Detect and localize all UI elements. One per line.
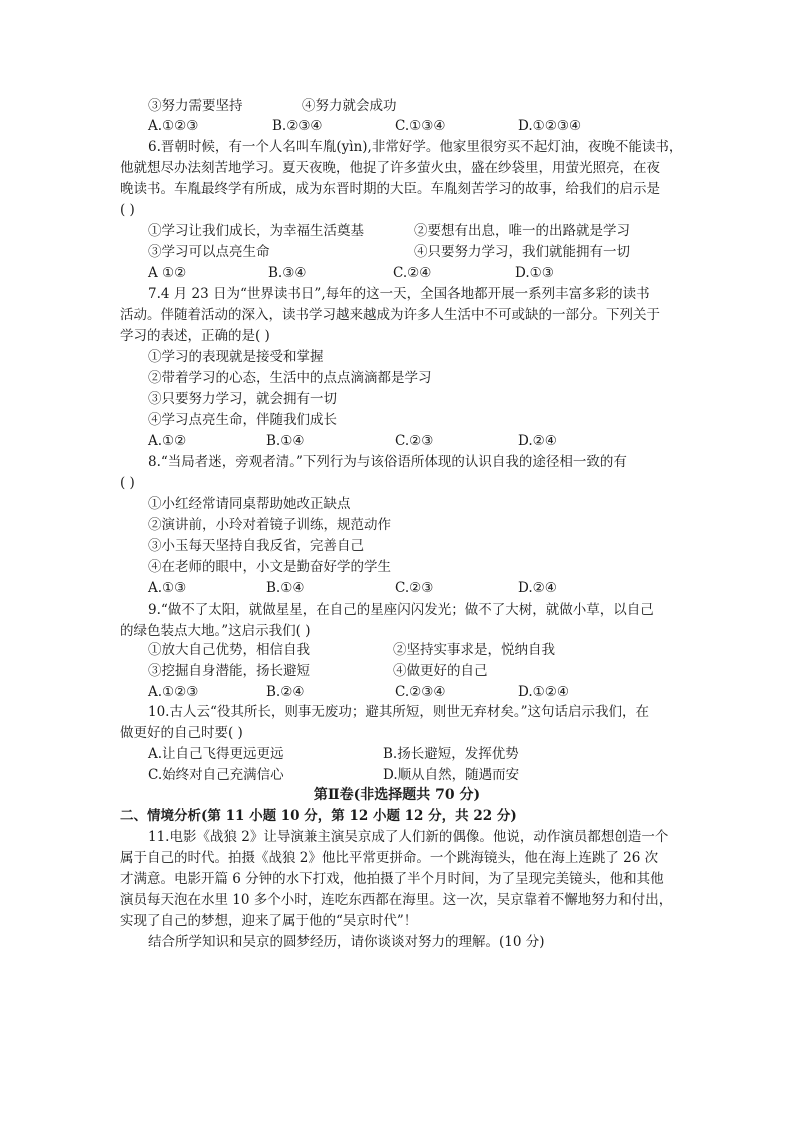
q9-answer-b: B.②④: [266, 684, 305, 700]
q6-stem-line-4: ( ): [120, 202, 135, 218]
q6-answer-b: B.③④: [268, 265, 307, 281]
q8-answer-d: D.②④: [518, 580, 557, 596]
q7-answer-a: A.①②: [148, 433, 187, 449]
q7-option-3: ③只要努力学习，就会拥有一切: [148, 391, 337, 407]
q9-answer-a: A.①②③: [148, 684, 199, 700]
q9-answer-c: C.②③④: [395, 684, 446, 700]
q6-stem-line-2: 他就想尽办法刻苦地学习。夏天夜晚，他捉了许多萤火虫，盛在纱袋里，用萤光照亮，在夜: [120, 160, 660, 176]
q5-option-4: ④努力就会成功: [302, 98, 397, 114]
q9-option-2: ②坚持实事求是，悦纳自我: [393, 642, 555, 658]
q8-option-3: ③小玉每天坚持自我反省，完善自己: [148, 538, 364, 554]
q6-answer-d: D.①③: [515, 265, 554, 281]
q7-answer-d: D.②④: [518, 433, 557, 449]
q10-answer-b: B.扬长避短，发挥优势: [383, 746, 519, 762]
q7-option-4: ④学习点亮生命，伴随我们成长: [148, 412, 337, 428]
q8-answer-b: B.①④: [266, 580, 305, 596]
q5-answer-c: C.①③④: [395, 118, 446, 134]
section-2-title: 第Ⅱ卷(非选择题共 70 分): [313, 787, 481, 803]
q11-stem-line-2: 属于自己的时代。拍摄《战狼 2》他比平常更拼命。一个跳海镜头，他在海上连跳了 26 次: [120, 850, 659, 866]
q8-stem-line-2: ( ): [120, 475, 135, 491]
q7-option-1: ①学习的表现就是接受和掌握: [148, 349, 324, 365]
q11-stem-line-4: 演员每天泡在水里 10 多个小时，连吃东西都在海里。这一次，吴京靠着不懈地努力和付出，: [120, 892, 673, 908]
q11-stem-line-1: 11.电影《战狼 2》让导演兼主演吴京成了人们新的偶像。他说，动作演员都想创造一个: [148, 829, 669, 845]
q8-answer-a: A.①③: [148, 580, 187, 596]
q9-stem-line-1: 9.“做不了太阳，就做星星，在自己的星座闪闪发光；做不了大树，就做小草，以自己: [148, 602, 654, 618]
q9-option-1: ①放大自己优势，相信自我: [148, 642, 310, 658]
q11-question: 结合所学知识和吴京的圆梦经历，请你谈谈对努力的理解。(10 分): [148, 934, 545, 950]
q9-option-4: ④做更好的自己: [393, 663, 488, 679]
q6-option-1: ①学习让我们成长，为幸福生活奠基: [148, 223, 364, 239]
q6-option-2: ②要想有出息，唯一的出路就是学习: [414, 223, 630, 239]
q6-option-4: ④只要努力学习，我们就能拥有一切: [414, 244, 630, 260]
q8-stem-line-1: 8.“当局者迷，旁观者清。”下列行为与该俗语所体现的认识自我的途径相一致的有: [148, 454, 627, 470]
q7-stem-line-3: 学习的表述，正确的是( ): [120, 328, 270, 344]
q7-answer-c: C.②③: [395, 433, 434, 449]
q7-stem-line-1: 7.4 月 23 日为“世界读书日”,每年的这一天，全国各地都开展一系列丰富多彩的读书: [148, 286, 650, 302]
q7-answer-b: B.①④: [266, 433, 305, 449]
q6-answer-c: C.②④: [393, 265, 432, 281]
q11-stem-line-3: 才满意。电影开篇 6 分钟的水下打戏，他拍摄了半个月时间，为了呈现完美镜头，他和其他: [120, 871, 664, 887]
q5-option-3: ③努力需要坚持: [148, 98, 243, 114]
q9-answer-d: D.①②④: [518, 684, 569, 700]
q8-option-2: ②演讲前，小玲对着镜子训练，规范动作: [148, 517, 391, 533]
q8-option-4: ④在老师的眼中，小文是勤奋好学的学生: [148, 559, 391, 575]
q8-answer-c: C.②③: [395, 580, 434, 596]
q9-option-3: ③挖掘自身潜能，扬长避短: [148, 663, 310, 679]
q7-option-2: ②带着学习的心态，生活中的点点滴滴都是学习: [148, 370, 432, 386]
section-2-heading: 二、情境分析(第 11 小题 10 分，第 12 小题 12 分，共 22 分): [120, 808, 517, 824]
q10-answer-a: A.让自己飞得更远更远: [148, 746, 284, 762]
q6-stem-line-3: 晚读书。车胤最终学有所成，成为东晋时期的大臣。车胤刻苦学习的故事，给我们的启示是: [120, 181, 660, 197]
q10-stem-line-1: 10.古人云“役其所长，则事无废功；避其所短，则世无弃材矣。”这句话启示我们，在: [148, 704, 650, 720]
q6-stem-line-1: 6.晋朝时候，有一个人名叫车胤(yìn),非常好学。他家里很穷买不起灯油，夜晚不能读书，: [148, 139, 683, 155]
q5-answer-d: D.①②③④: [518, 118, 582, 134]
q8-option-1: ①小红经常请同桌帮助她改正缺点: [148, 496, 351, 512]
q9-stem-line-2: 的绿色装点大地。”这启示我们( ): [120, 623, 311, 639]
q10-stem-line-2: 做更好的自己时要( ): [120, 725, 243, 741]
q6-option-3: ③学习可以点亮生命: [148, 244, 270, 260]
q5-answer-b: B.②③④: [272, 118, 323, 134]
q10-answer-d: D.顺从自然，随遇而安: [383, 767, 520, 783]
q6-answer-a: A ①②: [148, 265, 187, 281]
q7-stem-line-2: 活动。伴随着活动的深入，读书学习越来越成为许多人生活中不可或缺的一部分。下列关于: [120, 307, 660, 323]
q5-answer-a: A.①②③: [148, 118, 199, 134]
q11-stem-line-5: 实现了自己的梦想，迎来了属于他的“吴京时代”！: [120, 913, 418, 929]
q10-answer-c: C.始终对自己充满信心: [148, 767, 284, 783]
